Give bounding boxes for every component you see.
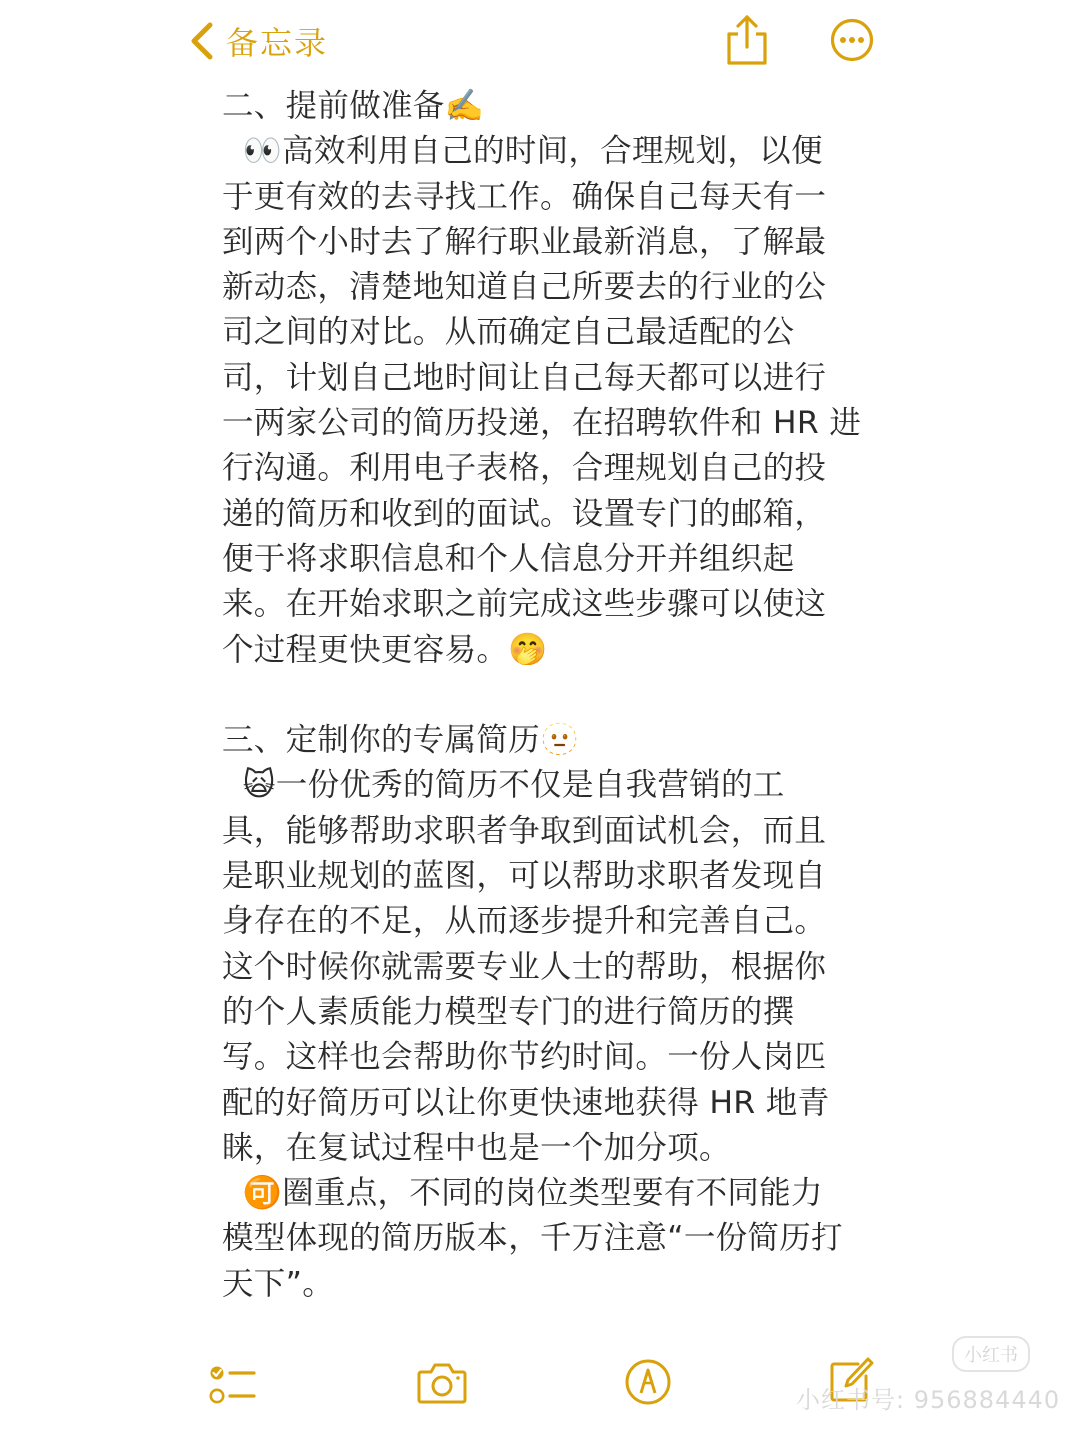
note-line: 便于将求职信息和个人信息分开并组织起 [222, 540, 795, 577]
section-heading: 三、定制你的专属简历🫥 [222, 722, 580, 759]
note-line: 模型体现的简历版本，千万注意“一份简历打 [222, 1220, 843, 1257]
note-line: 这个时候你就需要专业人士的帮助，根据你 [222, 948, 827, 985]
note-line: 写。这样也会帮助你节约时间。一份人岗匹 [222, 1039, 827, 1076]
more-icon[interactable] [830, 18, 874, 62]
checklist-icon[interactable] [208, 1362, 258, 1408]
watermark-id: 小红书号: 956884440 [796, 1386, 1061, 1414]
note-line: 的个人素质能力模型专门的进行简历的撰 [222, 993, 795, 1030]
camera-icon[interactable] [416, 1360, 468, 1406]
section-heading: 二、提前做准备✍️ [222, 88, 485, 124]
note-line: 天下”。 [222, 1265, 335, 1302]
note-line: 身存在的不足，从而逐步提升和完善自己。 [222, 903, 827, 940]
note-line: 递的简历和收到的面试。设置专门的邮箱， [222, 495, 827, 532]
note-line: 具，能够帮助求职者争取到面试机会，而且 [222, 812, 827, 849]
note-line: 于更有效的去寻找工作。确保自己每天有一 [222, 178, 827, 215]
note-line: 行沟通。利用电子表格，合理规划自己的投 [222, 450, 827, 487]
note-line: 到两个小时去了解行职业最新消息，了解最 [222, 223, 827, 260]
note-line: 来。在开始求职之前完成这些步骤可以使这 [222, 586, 827, 623]
markup-icon[interactable] [624, 1358, 672, 1406]
note-line: 一两家公司的简历投递，在招聘软件和 HR 进 [222, 405, 862, 442]
watermark-logo: 小红书 [952, 1336, 1030, 1372]
note-line: 新动态，清楚地知道自己所要去的行业的公 [222, 269, 827, 306]
blank-line [222, 673, 862, 718]
note-line: 睐，在复试过程中也是一个加分项。 [222, 1129, 731, 1166]
note-line: 🙀一份优秀的简历不仅是自我营销的工 [222, 767, 785, 804]
note-line: 👀高效利用自己的时间，合理规划，以便 [222, 133, 823, 170]
back-label: 备忘录 [226, 24, 329, 62]
note-line: 个过程更快更容易。🤭 [222, 631, 548, 668]
note-line: 是职业规划的蓝图，可以帮助求职者发现自 [222, 858, 827, 895]
note-line: 配的好简历可以让你更快速地获得 HR 地青 [222, 1084, 830, 1121]
note-line: 🉑圈重点，不同的岗位类型要有不同能力 [222, 1175, 823, 1212]
note-body[interactable] [222, 84, 862, 1307]
note-line: 司之间的对比。从而确定自己最适配的公 [222, 314, 795, 351]
share-icon[interactable] [726, 14, 768, 66]
navigation-bar [0, 0, 1080, 86]
chevron-left-icon [188, 21, 214, 61]
back-button[interactable] [188, 16, 328, 66]
note-line: 司，计划自己地时间让自己每天都可以进行 [222, 359, 827, 396]
